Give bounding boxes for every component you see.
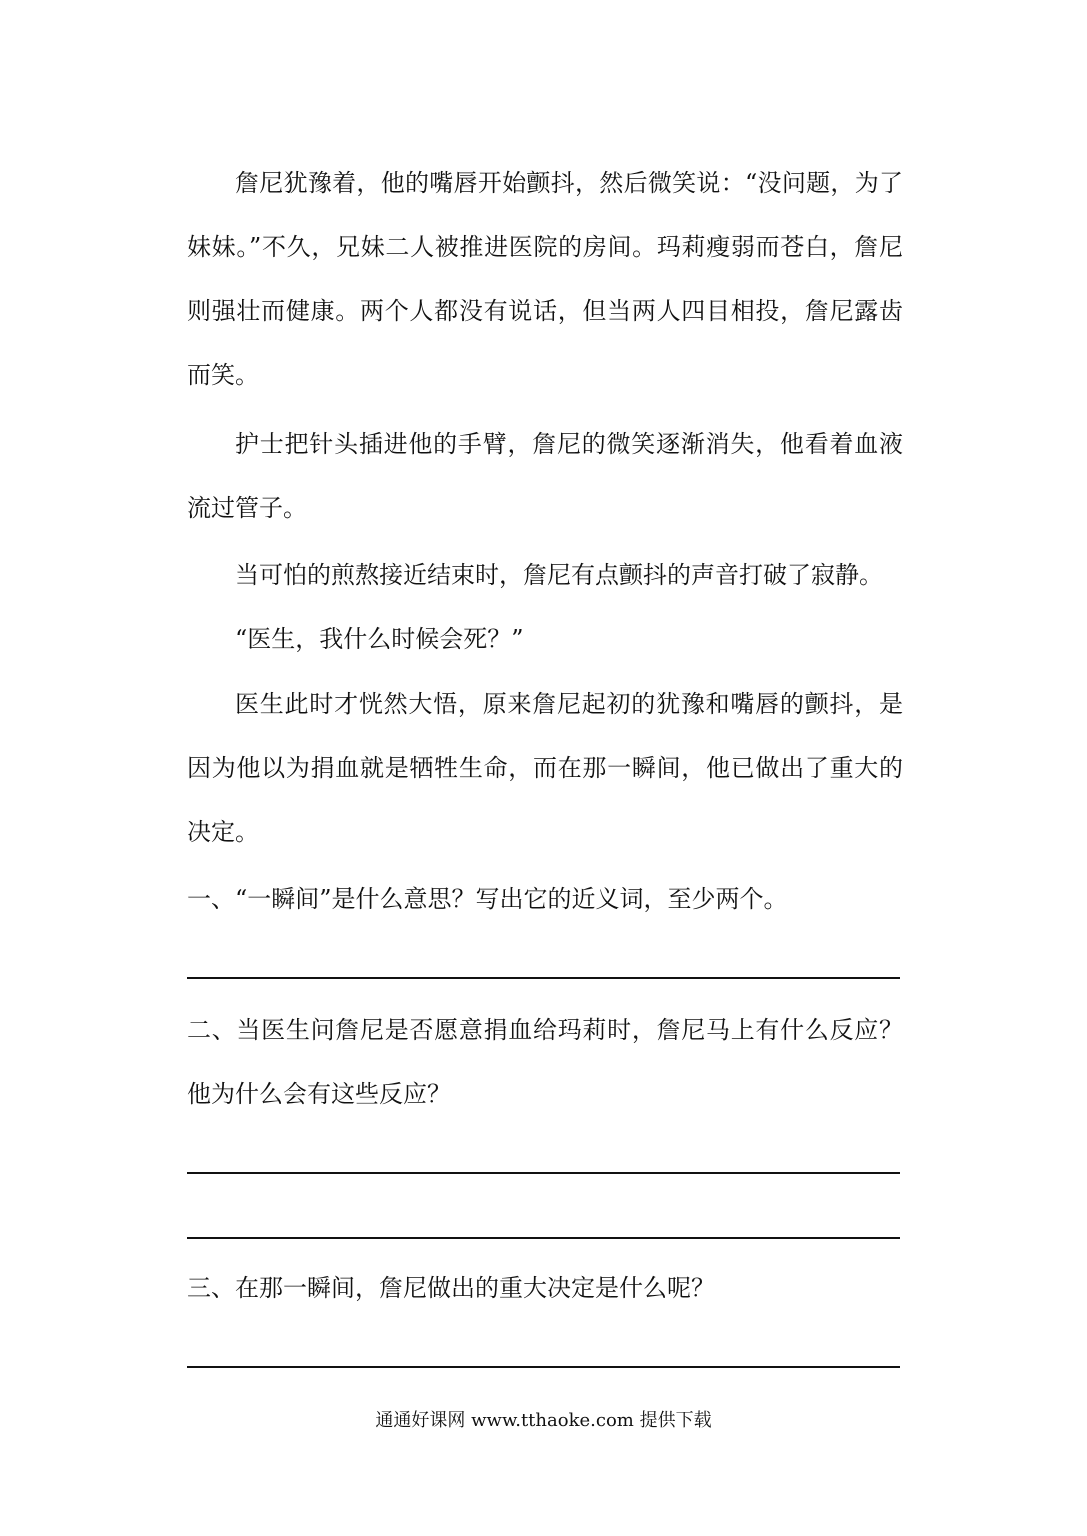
question-3: 三、在那一瞬间，詹尼做出的重大决定是什么呢？ [187, 1274, 715, 1302]
passage-paragraph-2: 护士把针头插进他的手臂，詹尼的微笑逐渐消失，他看着血液流过管子。 [187, 430, 903, 522]
answer-line-2a[interactable] [187, 1172, 900, 1174]
answer-line-2b[interactable] [187, 1237, 900, 1239]
passage-paragraph-4: “医生，我什么时候会死？” [235, 625, 524, 653]
question-1: 一、“一瞬间”是什么意思？写出它的近义词，至少两个。 [187, 885, 788, 913]
answer-line-1[interactable] [187, 977, 900, 979]
passage-paragraph-3: 当可怕的煎熬接近结束时，詹尼有点颤抖的声音打破了寂静。 [235, 561, 883, 589]
footer-source-note: 通通好课网 www.tthaoke.com 提供下载 [375, 1410, 712, 1431]
passage-paragraph-1: 詹尼犹豫着，他的嘴唇开始颤抖，然后微笑说：“没问题，为了妹妹。”不久，兄妹二人被推进医院的房间。玛莉瘦弱而苍白，詹尼则强壮而健康。两个人都没有说话，但当两人四目相投，詹尼露齿而笑。 [187, 169, 903, 389]
answer-line-3[interactable] [187, 1366, 900, 1368]
passage-paragraph-5: 医生此时才恍然大悟，原来詹尼起初的犹豫和嘴唇的颤抖，是因为他以为捐血就是牺牲生命，而在那一瞬间，他已做出了重大的决定。 [187, 690, 903, 846]
question-2: 二、当医生问詹尼是否愿意捐血给玛莉时，詹尼马上有什么反应？他为什么会有这些反应？ [187, 1016, 903, 1108]
